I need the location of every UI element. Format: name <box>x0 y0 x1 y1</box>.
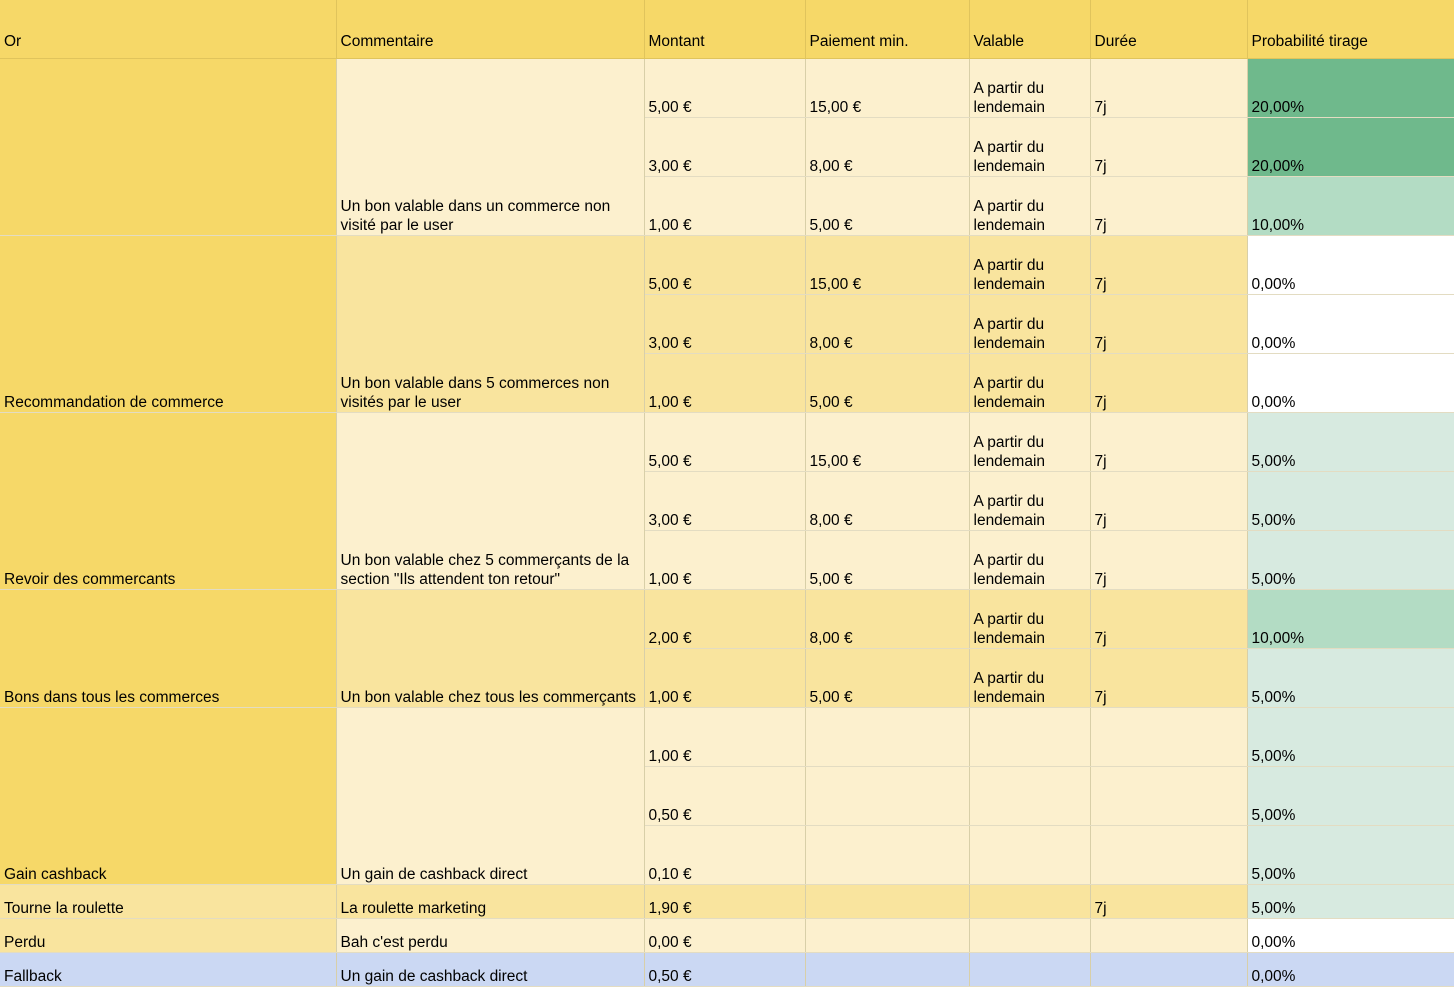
page-title: Or <box>0 0 336 58</box>
cell-montant: 2,00 € <box>644 589 805 648</box>
cell-paiement-min <box>805 918 969 952</box>
cell-valable: A partir du lendemain <box>969 589 1090 648</box>
cell-duree <box>1090 918 1247 952</box>
table-row <box>0 884 1454 918</box>
cell-duree: 7j <box>1090 648 1247 707</box>
reward-type-label: Revoir des commercants <box>0 412 336 589</box>
cell-montant: 5,00 € <box>644 58 805 117</box>
column-header-paiement-min[interactable]: Paiement min. <box>805 0 969 58</box>
cell-valable <box>969 918 1090 952</box>
cell-paiement-min <box>805 884 969 918</box>
cell-montant: 0,50 € <box>644 952 805 986</box>
cell-valable: A partir du lendemain <box>969 117 1090 176</box>
reward-comment: Un bon valable chez tous les commerçants <box>336 589 644 707</box>
reward-comment: Un bon valable chez 5 commerçants de la section "Ils attendent ton retour" <box>336 412 644 589</box>
cell-duree: 7j <box>1090 530 1247 589</box>
cell-montant: 1,00 € <box>644 648 805 707</box>
cell-valable <box>969 707 1090 766</box>
cell-montant: 5,00 € <box>644 412 805 471</box>
cell-montant: 1,00 € <box>644 176 805 235</box>
table-row <box>0 235 1454 294</box>
cell-paiement-min <box>805 952 969 986</box>
cell-paiement-min <box>805 766 969 825</box>
cell-paiement-min: 15,00 € <box>805 235 969 294</box>
cell-paiement-min: 5,00 € <box>805 353 969 412</box>
reward-type-label: Fallback <box>0 952 336 986</box>
cell-probabilite-tirage: 5,00% <box>1247 825 1454 884</box>
cell-montant: 0,10 € <box>644 825 805 884</box>
table-row <box>0 412 1454 471</box>
cell-paiement-min: 5,00 € <box>805 176 969 235</box>
cell-valable <box>969 884 1090 918</box>
cell-paiement-min: 15,00 € <box>805 58 969 117</box>
reward-comment: La roulette marketing <box>336 884 644 918</box>
reward-comment: Bah c'est perdu <box>336 918 644 952</box>
cell-paiement-min: 8,00 € <box>805 117 969 176</box>
table-header-row <box>0 0 1454 58</box>
reward-comment: Un bon valable dans 5 commerces non visités par le user <box>336 235 644 412</box>
cell-paiement-min: 5,00 € <box>805 530 969 589</box>
reward-type-label: Gain cashback <box>0 707 336 884</box>
cell-probabilite-tirage: 5,00% <box>1247 884 1454 918</box>
cell-montant: 1,90 € <box>644 884 805 918</box>
reward-comment: Un bon valable dans un commerce non visité par le user <box>336 58 644 235</box>
reward-type-label: Perdu <box>0 918 336 952</box>
column-header-commentaire[interactable]: Commentaire <box>336 0 644 58</box>
cell-probabilite-tirage: 0,00% <box>1247 235 1454 294</box>
cell-probabilite-tirage: 5,00% <box>1247 707 1454 766</box>
cell-duree: 7j <box>1090 117 1247 176</box>
cell-montant: 0,50 € <box>644 766 805 825</box>
cell-paiement-min: 8,00 € <box>805 471 969 530</box>
cell-paiement-min: 5,00 € <box>805 648 969 707</box>
cell-valable: A partir du lendemain <box>969 471 1090 530</box>
cell-probabilite-tirage: 20,00% <box>1247 117 1454 176</box>
cell-probabilite-tirage: 10,00% <box>1247 176 1454 235</box>
cell-valable: A partir du lendemain <box>969 530 1090 589</box>
cell-valable: A partir du lendemain <box>969 58 1090 117</box>
cell-probabilite-tirage: 0,00% <box>1247 294 1454 353</box>
reward-comment: Un gain de cashback direct <box>336 707 644 884</box>
column-header-duree[interactable]: Durée <box>1090 0 1247 58</box>
cell-montant: 1,00 € <box>644 353 805 412</box>
reward-comment: Un gain de cashback direct <box>336 952 644 986</box>
cell-duree <box>1090 952 1247 986</box>
cell-probabilite-tirage: 5,00% <box>1247 412 1454 471</box>
cell-duree: 7j <box>1090 471 1247 530</box>
cell-probabilite-tirage: 5,00% <box>1247 648 1454 707</box>
cell-valable <box>969 825 1090 884</box>
cell-valable: A partir du lendemain <box>969 412 1090 471</box>
cell-valable: A partir du lendemain <box>969 353 1090 412</box>
cell-paiement-min: 8,00 € <box>805 294 969 353</box>
cell-probabilite-tirage: 0,00% <box>1247 918 1454 952</box>
cell-montant: 5,00 € <box>644 235 805 294</box>
cell-duree: 7j <box>1090 412 1247 471</box>
cell-probabilite-tirage: 5,00% <box>1247 471 1454 530</box>
cell-valable: A partir du lendemain <box>969 176 1090 235</box>
cell-paiement-min: 8,00 € <box>805 589 969 648</box>
column-header-montant[interactable]: Montant <box>644 0 805 58</box>
cell-montant: 0,00 € <box>644 918 805 952</box>
cell-probabilite-tirage: 0,00% <box>1247 952 1454 986</box>
table-row <box>0 952 1454 986</box>
cell-duree <box>1090 707 1247 766</box>
reward-type-label: Tourne la roulette <box>0 884 336 918</box>
cell-valable: A partir du lendemain <box>969 648 1090 707</box>
cell-duree: 7j <box>1090 176 1247 235</box>
cell-montant: 3,00 € <box>644 294 805 353</box>
reward-type-label: Bons dans tous les commerces <box>0 589 336 707</box>
cell-valable: A partir du lendemain <box>969 235 1090 294</box>
reward-type-label: Recommandation de commerce <box>0 235 336 412</box>
cell-duree <box>1090 825 1247 884</box>
cell-paiement-min <box>805 825 969 884</box>
cell-probabilite-tirage: 0,00% <box>1247 353 1454 412</box>
cell-paiement-min: 15,00 € <box>805 412 969 471</box>
cell-paiement-min <box>805 707 969 766</box>
cell-probabilite-tirage: 5,00% <box>1247 530 1454 589</box>
cell-duree <box>1090 766 1247 825</box>
cell-probabilite-tirage: 10,00% <box>1247 589 1454 648</box>
column-header-valable[interactable]: Valable <box>969 0 1090 58</box>
table-row <box>0 707 1454 766</box>
cell-duree: 7j <box>1090 235 1247 294</box>
cell-probabilite-tirage: 20,00% <box>1247 58 1454 117</box>
cell-duree: 7j <box>1090 353 1247 412</box>
cell-valable <box>969 952 1090 986</box>
cell-montant: 3,00 € <box>644 117 805 176</box>
column-header-probabilite-tirage[interactable]: Probabilité tirage <box>1247 0 1454 58</box>
cell-probabilite-tirage: 5,00% <box>1247 766 1454 825</box>
table-row <box>0 589 1454 648</box>
cell-duree: 7j <box>1090 58 1247 117</box>
table-row <box>0 918 1454 952</box>
table-row <box>0 58 1454 117</box>
cell-valable: A partir du lendemain <box>969 294 1090 353</box>
cell-montant: 1,00 € <box>644 530 805 589</box>
cell-montant: 3,00 € <box>644 471 805 530</box>
cell-valable <box>969 766 1090 825</box>
cell-duree: 7j <box>1090 589 1247 648</box>
cell-montant: 1,00 € <box>644 707 805 766</box>
cell-duree: 7j <box>1090 884 1247 918</box>
reward-type-label <box>0 58 336 235</box>
cell-duree: 7j <box>1090 294 1247 353</box>
